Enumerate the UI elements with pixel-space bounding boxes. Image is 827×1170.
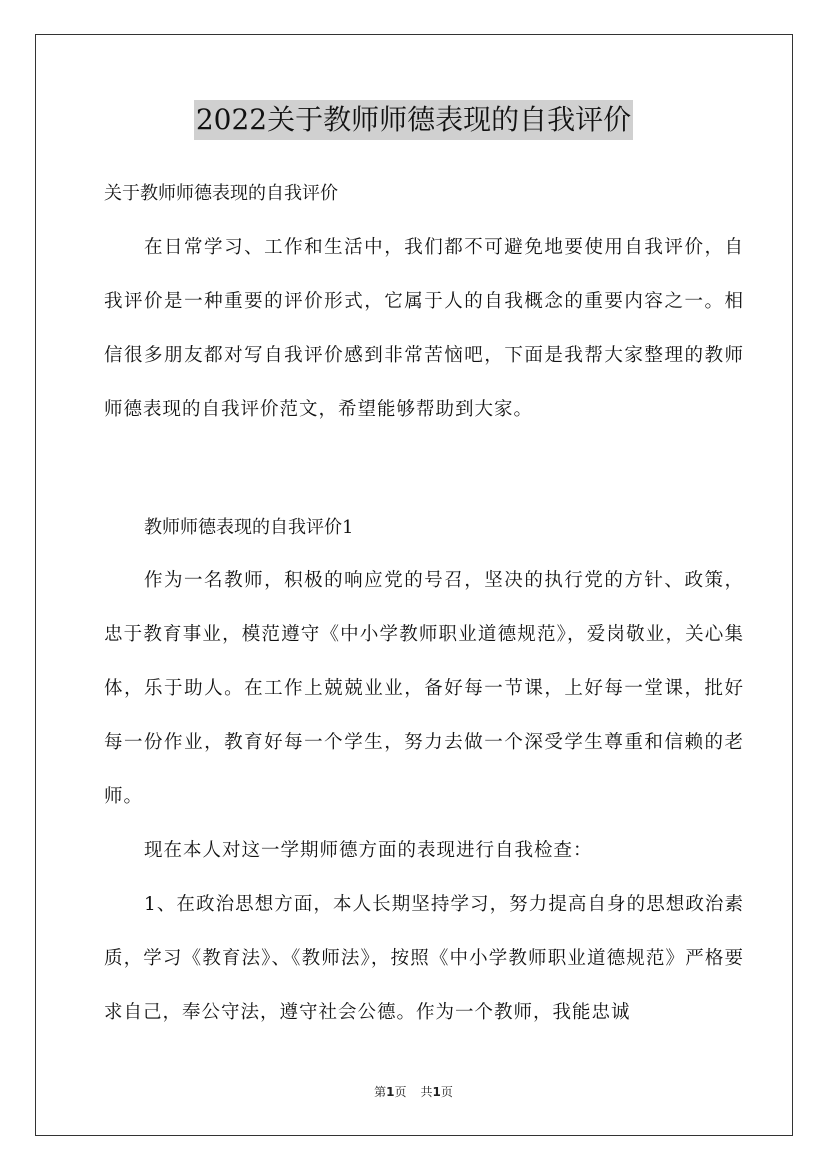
document-subtitle: 关于教师师德表现的自我评价 bbox=[104, 183, 338, 204]
page-footer bbox=[0, 1082, 827, 1102]
page-suffix: 页 bbox=[394, 1085, 407, 1099]
page-current: 1 bbox=[386, 1085, 395, 1099]
body-paragraph-2: 现在本人对这一学期师德方面的表现进行自我检查： bbox=[144, 840, 593, 861]
page-total: 1 bbox=[432, 1085, 441, 1099]
title-area bbox=[0, 100, 827, 140]
total-suffix: 页 bbox=[440, 1085, 453, 1099]
page-prefix: 第 bbox=[374, 1085, 387, 1099]
body-paragraph-3: 1、在政治思想方面，本人长期坚持学习，努力提高自身的思想政治素质，学习《教育法》、《教师法》，按照《中小学教师职业道德规范》严格要求自己，奉公守法，遵守社会公德。作为一个教师，我能忠诚 bbox=[104, 894, 744, 1023]
total-prefix: 共 bbox=[420, 1085, 433, 1099]
document-body bbox=[104, 175, 744, 1040]
document-title: 2022关于教师师德表现的自我评价 bbox=[194, 100, 633, 140]
section-heading: 教师师德表现的自我评价1 bbox=[144, 517, 354, 538]
intro-paragraph: 在日常学习、工作和生活中，我们都不可避免地要使用自我评价，自我评价是一种重要的评价形式，它属于人的自我概念的重要内容之一。相信很多朋友都对写自我评价感到非常苦恼吧，下面是我帮大家整理的教师师德表现的自我评价范文，希望能够帮助到大家。 bbox=[104, 237, 744, 420]
body-paragraph-1: 作为一名教师，积极的响应党的号召，坚决的执行党的方针、政策，忠于教育事业，模范遵守《中小学教师职业道德规范》，爱岗敬业，关心集体，乐于助人。在工作上兢兢业业，备好每一节课，上好每一堂课，批好每一份作业，教育好每一个学生，努力去做一个深受学生尊重和信赖的老师。 bbox=[104, 570, 744, 807]
